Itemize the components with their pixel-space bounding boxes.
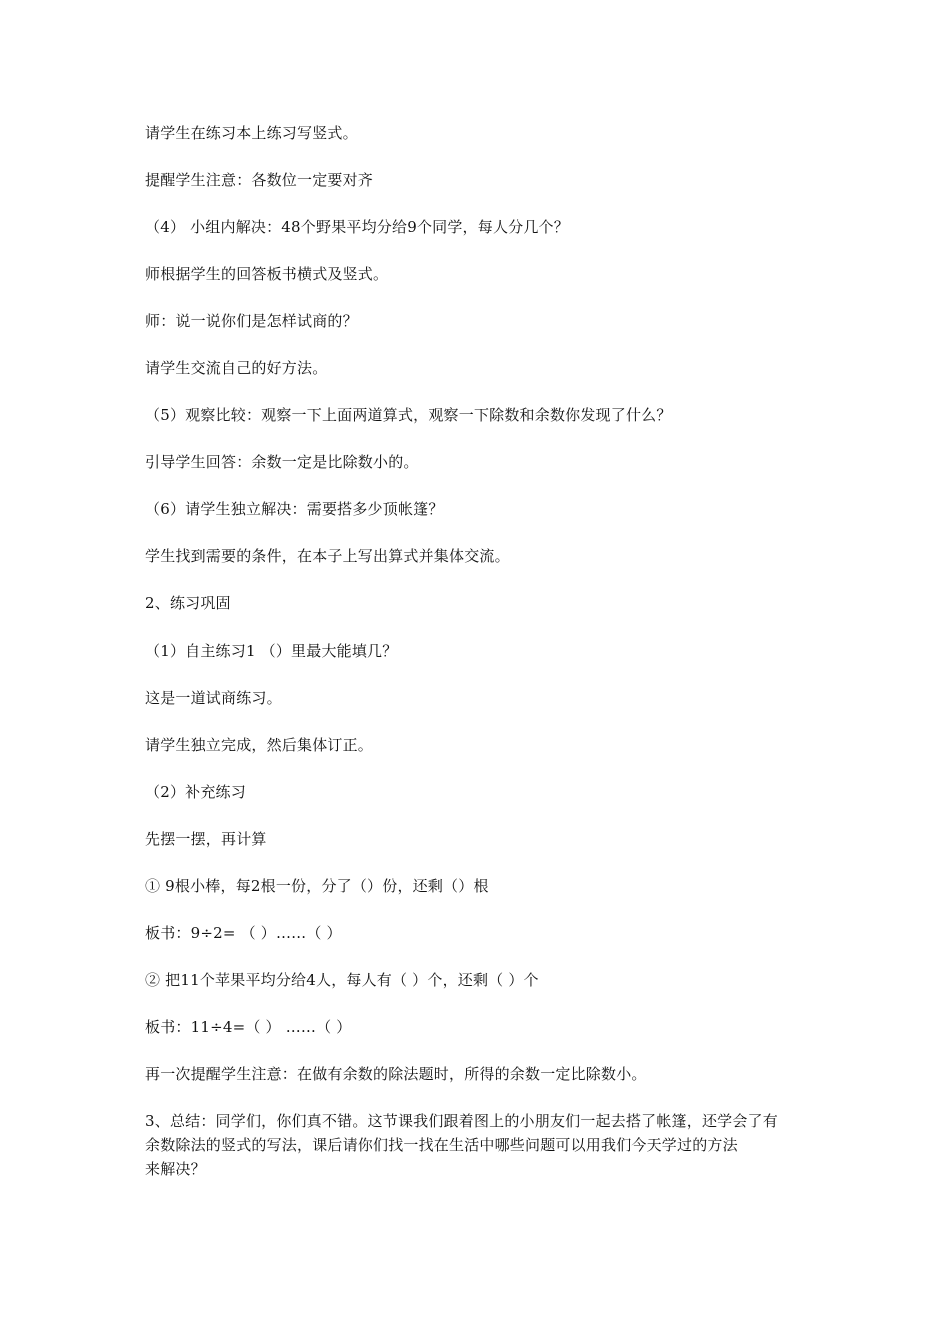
text-line: （2）补充练习 xyxy=(145,783,246,801)
section-heading: 2、练习巩固 xyxy=(145,594,231,612)
text-line: 先摆一摆，再计算 xyxy=(145,830,267,848)
board-writing: 板书：11÷4=（ ） ……（ ） xyxy=(145,1018,352,1036)
text-line: （6）请学生独立解决：需要搭多少顶帐篷？ xyxy=(145,500,444,518)
text-line: 请学生在练习本上练习写竖式。 xyxy=(145,124,358,142)
text-line: （4） 小组内解决：48个野果平均分给9个同学，每人分几个？ xyxy=(145,218,569,236)
summary-line: 来解决？ xyxy=(145,1160,206,1178)
summary-line: 余数除法的竖式的写法，课后请你们找一找在生活中哪些问题可以用我们今天学过的方法 xyxy=(145,1136,738,1154)
text-line: 再一次提醒学生注意：在做有余数的除法题时，所得的余数一定比除数小。 xyxy=(145,1065,647,1083)
text-line: 提醒学生注意：各数位一定要对齐 xyxy=(145,171,374,189)
text-line: （5）观察比较：观察一下上面两道算式，观察一下除数和余数你发现了什么？ xyxy=(145,406,672,424)
summary-paragraph xyxy=(145,1109,817,1181)
exercise-item: ② 把11个苹果平均分给4人，每人有（ ）个，还剩（ ）个 xyxy=(145,971,539,989)
summary-line: 3、总结：同学们，你们真不错。这节课我们跟着图上的小朋友们一起去搭了帐篷，还学会了有 xyxy=(145,1112,778,1130)
text-line: 这是一道试商练习。 xyxy=(145,689,282,707)
text-line: 请学生交流自己的好方法。 xyxy=(145,359,328,377)
text-line: 师根据学生的回答板书横式及竖式。 xyxy=(145,265,389,283)
text-line: 师：说一说你们是怎样试商的？ xyxy=(145,312,358,330)
board-writing: 板书：9÷2= （ ）……（ ） xyxy=(145,924,342,942)
exercise-item: ① 9根小棒，每2根一份，分了（）份，还剩（）根 xyxy=(145,877,489,895)
text-line: （1）自主练习1 （）里最大能填几？ xyxy=(145,642,398,660)
text-line: 引导学生回答：余数一定是比除数小的。 xyxy=(145,453,419,471)
text-line: 学生找到需要的条件，在本子上写出算式并集体交流。 xyxy=(145,547,510,565)
text-line: 请学生独立完成，然后集体订正。 xyxy=(145,736,374,754)
